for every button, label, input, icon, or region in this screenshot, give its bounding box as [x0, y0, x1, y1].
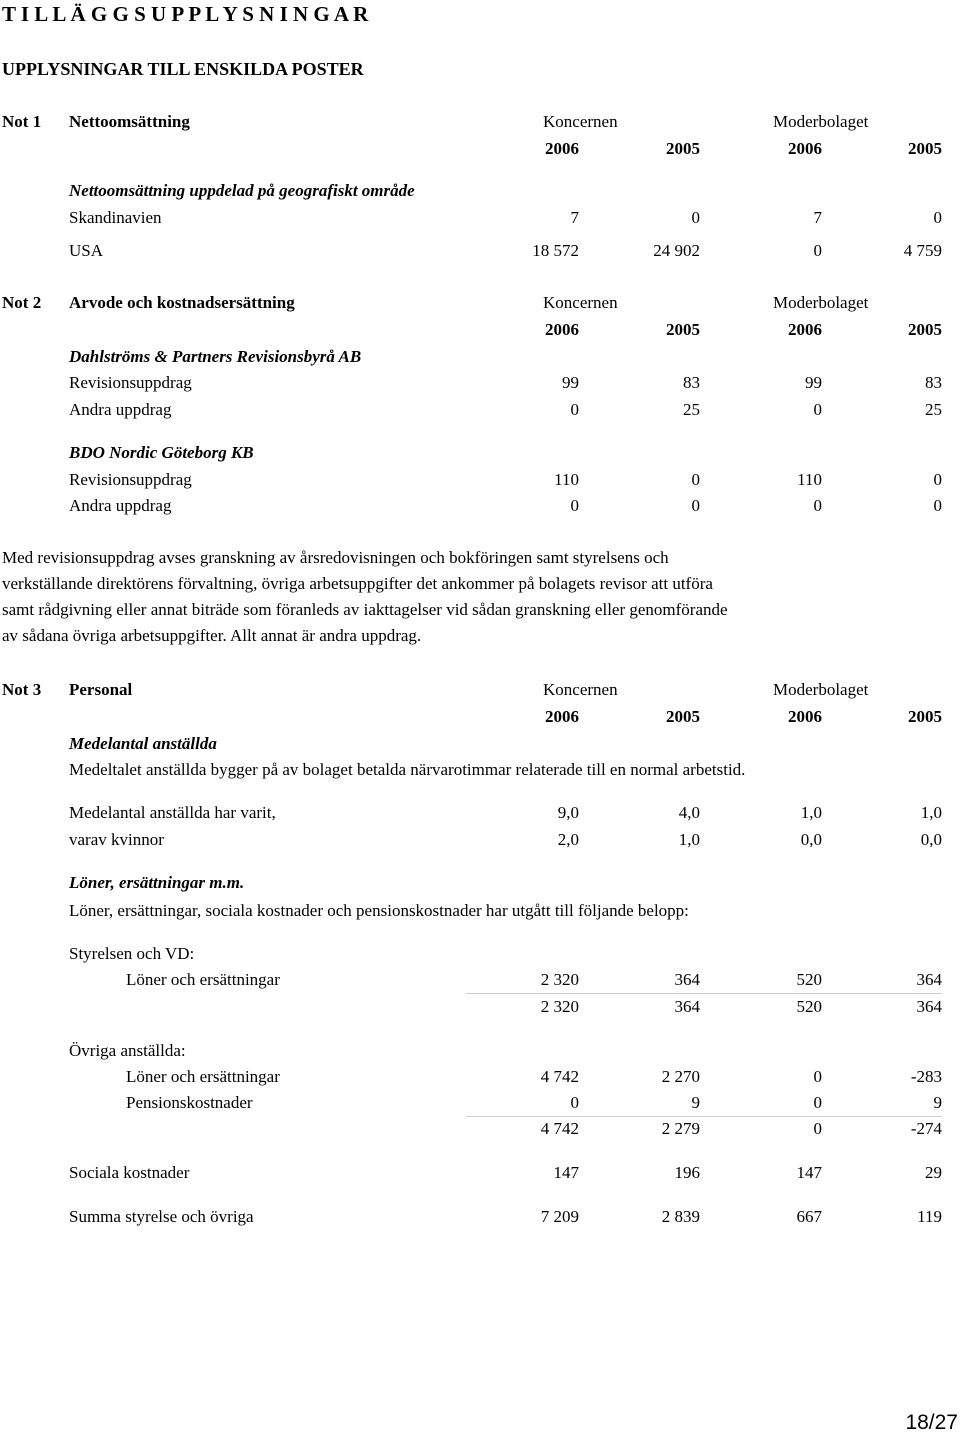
cell: 364: [674, 997, 700, 1016]
sum-divider: [466, 993, 942, 994]
cell: 4 759: [903, 241, 942, 260]
row-label: Löner och ersättningar: [126, 970, 280, 989]
cell: 0: [691, 208, 700, 227]
cell: 9,0: [557, 803, 579, 822]
cell: 1,0: [678, 830, 700, 849]
cell: 9: [691, 1093, 700, 1112]
sum-divider: [466, 1116, 942, 1117]
cell: 83: [925, 373, 942, 392]
year-header: 2005: [666, 139, 700, 158]
cell: 25: [925, 400, 942, 419]
cell: 0: [933, 208, 942, 227]
row-label: Andra uppdrag: [69, 400, 172, 419]
subheading: Medelantal anställda: [69, 734, 217, 753]
year-header: 2006: [788, 707, 822, 726]
row-label: Revisionsuppdrag: [69, 373, 192, 392]
cell: 520: [796, 970, 822, 989]
cell: 7 209: [540, 1207, 579, 1226]
group-header-koncernen: Koncernen: [543, 293, 618, 312]
row-label: Löner och ersättningar: [126, 1067, 280, 1086]
cell: 0: [813, 241, 822, 260]
cell: 0: [570, 400, 579, 419]
note-number: Not 2: [2, 293, 42, 312]
note-number: Not 1: [2, 112, 42, 131]
cell: 196: [674, 1163, 700, 1182]
row-label: Andra uppdrag: [69, 496, 172, 515]
cell: 24 902: [653, 241, 700, 260]
cell: 364: [916, 970, 942, 989]
year-header: 2005: [666, 320, 700, 339]
cell: 2 320: [540, 970, 579, 989]
cell: 520: [796, 997, 822, 1016]
paragraph-line: av sådana övriga arbetsuppgifter. Allt annat är andra uppdrag.: [2, 626, 422, 645]
cell: 9: [933, 1093, 942, 1112]
cell: 147: [796, 1163, 822, 1182]
subheading: Löner, ersättningar m.m.: [69, 873, 245, 892]
cell: 4,0: [678, 803, 700, 822]
cell: 0: [813, 496, 822, 515]
year-header: 2006: [545, 139, 579, 158]
cell: 0: [933, 470, 942, 489]
year-header: 2006: [788, 139, 822, 158]
row-label: USA: [69, 241, 104, 260]
cell: 110: [797, 470, 822, 489]
cell: 0: [691, 496, 700, 515]
row-label: Revisionsuppdrag: [69, 470, 192, 489]
note-text: Medeltalet anställda bygger på av bolaget betalda närvarotimmar relaterade till en normal arbetstid.: [69, 760, 746, 779]
cell: 119: [917, 1207, 942, 1226]
row-label: Medelantal anställda har varit,: [69, 803, 276, 822]
note-number: Not 3: [2, 680, 42, 699]
document-title: T I L L Ä G G S U P P L Y S N I N G A R: [2, 2, 369, 26]
group-header-moderbolaget: Moderbolaget: [773, 680, 869, 699]
cell: 0: [933, 496, 942, 515]
row-label: Summa styrelse och övriga: [69, 1207, 254, 1226]
year-header: 2005: [908, 320, 942, 339]
year-header: 2006: [545, 707, 579, 726]
cell: 18 572: [532, 241, 579, 260]
paragraph-line: Med revisionsuppdrag avses granskning av årsredovisningen och bokföringen samt styrelsens och: [2, 548, 669, 567]
cell: 0,0: [920, 830, 942, 849]
cell: 0: [813, 400, 822, 419]
year-header: 2006: [545, 320, 579, 339]
subheading: Nettoomsättning uppdelad på geografiskt område: [69, 181, 415, 200]
cell: 99: [805, 373, 822, 392]
row-label: Pensionskostnader: [126, 1093, 253, 1112]
cell: 110: [554, 470, 579, 489]
cell: 4 742: [540, 1119, 579, 1138]
year-header: 2005: [908, 139, 942, 158]
cell: 1,0: [920, 803, 942, 822]
cell: 0: [691, 470, 700, 489]
cell: -283: [910, 1067, 942, 1086]
cell: 2 320: [540, 997, 579, 1016]
cell: 99: [562, 373, 579, 392]
cell: 0: [570, 496, 579, 515]
cell: 2 839: [661, 1207, 700, 1226]
cell: 147: [553, 1163, 579, 1182]
subheading: Dahlströms & Partners Revisionsbyrå AB: [69, 347, 362, 366]
paragraph-line: samt rådgivning eller annat biträde som föranleds av iakttagelser vid sådan granskning eller genomförande: [2, 600, 728, 619]
cell: 2 279: [661, 1119, 700, 1138]
cell: 2 270: [661, 1067, 700, 1086]
cell: 83: [683, 373, 700, 392]
row-label: varav kvinnor: [69, 830, 164, 849]
row-label: Sociala kostnader: [69, 1163, 190, 1182]
cell: 0,0: [800, 830, 822, 849]
subheading: BDO Nordic Göteborg KB: [69, 443, 254, 462]
cell: 0: [813, 1093, 822, 1112]
row-label: Skandinavien: [69, 208, 162, 227]
note-title: Personal: [69, 680, 133, 699]
group-header-koncernen: Koncernen: [543, 680, 618, 699]
note-title: Arvode och kostnadsersättning: [69, 293, 295, 312]
cell: 1,0: [800, 803, 822, 822]
group-header-moderbolaget: Moderbolaget: [773, 293, 869, 312]
cell: -274: [910, 1119, 942, 1138]
year-header: 2005: [666, 707, 700, 726]
year-header: 2006: [788, 320, 822, 339]
cell: 29: [925, 1163, 942, 1182]
cell: 7: [813, 208, 822, 227]
note-title: Nettoomsättning: [69, 112, 190, 131]
page-number: 18/27: [905, 1411, 958, 1434]
cell: 4 742: [540, 1067, 579, 1086]
cell: 364: [674, 970, 700, 989]
note-text: Löner, ersättningar, sociala kostnader och pensionskostnader har utgått till följande belopp:: [69, 901, 689, 920]
cell: 0: [570, 1093, 579, 1112]
cell: 0: [813, 1119, 822, 1138]
cell: 2,0: [557, 830, 579, 849]
section-subtitle: UPPLYSNINGAR TILL ENSKILDA POSTER: [2, 59, 364, 79]
year-header: 2005: [908, 707, 942, 726]
paragraph-line: verkställande direktörens förvaltning, övriga arbetsuppgifter det ankommer på bolagets revisor att utföra: [2, 574, 713, 593]
group-label: Styrelsen och VD:: [69, 944, 195, 963]
group-header-moderbolaget: Moderbolaget: [773, 112, 869, 131]
group-header-koncernen: Koncernen: [543, 112, 618, 131]
cell: 25: [683, 400, 700, 419]
cell: 0: [813, 1067, 822, 1086]
cell: 364: [916, 997, 942, 1016]
cell: 7: [570, 208, 579, 227]
group-label: Övriga anställda:: [69, 1041, 186, 1060]
cell: 667: [796, 1207, 822, 1226]
